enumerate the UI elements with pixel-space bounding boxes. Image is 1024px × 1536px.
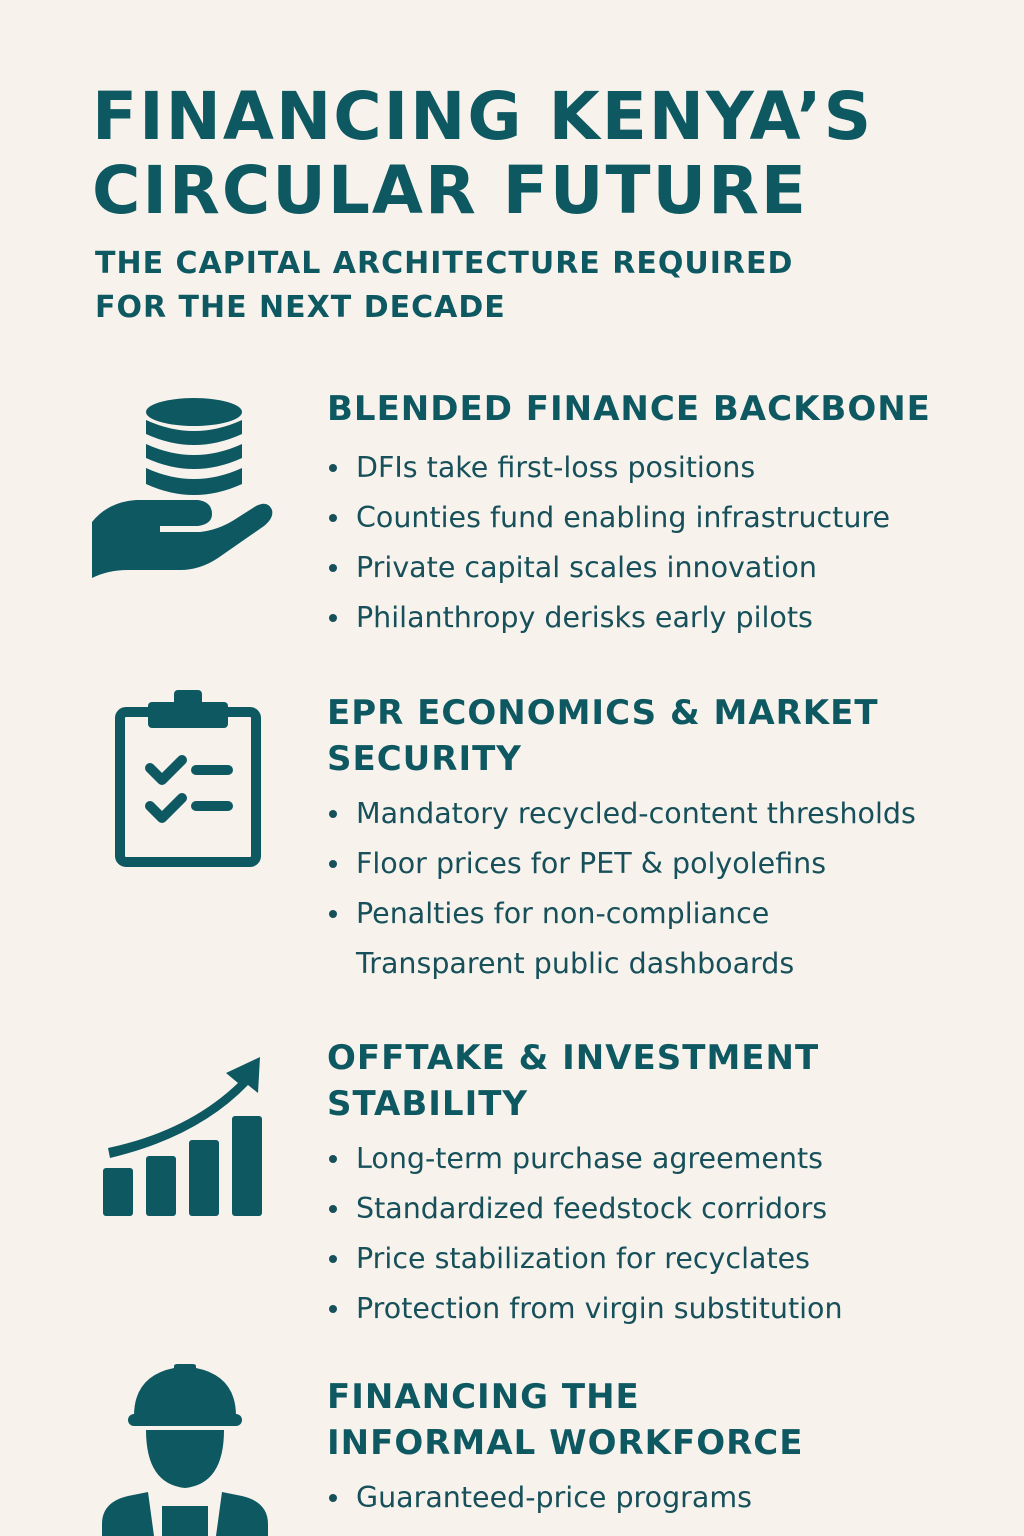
section-heading-line: SECURITY	[327, 739, 522, 779]
bullet-item	[327, 839, 987, 889]
bullet-item	[327, 543, 987, 593]
bullet-text: Protection from virgin substitution	[356, 1292, 843, 1325]
bullet-dot	[329, 810, 337, 818]
section-heading-line: EPR ECONOMICS & MARKET	[327, 693, 879, 733]
bullet-text: Mandatory recycled-content thresholds	[356, 797, 916, 830]
bullet-item	[327, 939, 987, 989]
bullet-text: Philanthropy derisks early pilots	[356, 601, 813, 634]
bullet-item	[327, 889, 987, 939]
bullet-dot	[329, 564, 337, 572]
bullet-list	[327, 1134, 987, 1334]
section-heading-line: BLENDED FINANCE BACKBONE	[327, 389, 931, 429]
bullet-item	[327, 789, 987, 839]
bullet-text: Counties fund enabling infrastructure	[356, 501, 891, 534]
section-heading-line: INFORMAL WORKFORCE	[327, 1423, 804, 1463]
bullet-text: Standardized feedstock corridors	[356, 1192, 828, 1225]
bullet-dot	[329, 1305, 337, 1313]
bullet-dot	[329, 464, 337, 472]
title-line-2: CIRCULAR FUTURE	[92, 152, 808, 229]
bullet-list	[327, 789, 987, 989]
title-line-1: FINANCING KENYA’S	[92, 78, 874, 155]
subtitle-line-2: FOR THE NEXT DECADE	[95, 290, 506, 325]
bullet-text: Price stabilization for recyclates	[356, 1242, 811, 1275]
section-heading-line: FINANCING THE	[327, 1377, 640, 1417]
bullet-text: Long-term purchase agreements	[356, 1142, 823, 1175]
bullet-item	[327, 1473, 987, 1523]
section-heading	[327, 386, 967, 432]
bullet-dot	[329, 614, 337, 622]
bullet-text: Penalties for non-compliance	[356, 897, 770, 930]
bullet-item	[327, 1184, 987, 1234]
hand-holding-coins-icon	[88, 390, 278, 590]
section-heading	[327, 690, 967, 782]
bullet-dot	[329, 514, 337, 522]
bullet-item	[327, 1234, 987, 1284]
growth-chart-arrow-icon	[88, 1053, 278, 1223]
section-heading	[327, 1374, 967, 1466]
bullet-dot	[329, 1205, 337, 1213]
bullet-text: Private capital scales innovation	[356, 551, 817, 584]
bullet-item	[327, 443, 987, 493]
subtitle-line-1: THE CAPITAL ARCHITECTURE REQUIRED	[95, 246, 794, 281]
bullet-text: DFIs take first-loss positions	[356, 451, 756, 484]
section-heading-line: STABILITY	[327, 1084, 529, 1124]
bullet-list	[327, 443, 987, 643]
section-heading-line: OFFTAKE & INVESTMENT	[327, 1038, 820, 1078]
bullet-list	[327, 1473, 987, 1523]
bullet-text: Floor prices for PET & polyolefins	[356, 847, 827, 880]
bullet-dot	[329, 1255, 337, 1263]
bullet-dot	[329, 860, 337, 868]
bullet-text: Guaranteed-price programs	[356, 1481, 752, 1514]
page-title	[92, 80, 972, 228]
bullet-item	[327, 593, 987, 643]
page-subtitle	[95, 242, 915, 330]
worker-hard-hat-icon	[88, 1364, 278, 1536]
bullet-text: Transparent public dashboards	[356, 947, 795, 980]
bullet-item	[327, 1134, 987, 1184]
bullet-dot	[329, 1494, 337, 1502]
bullet-item	[327, 1284, 987, 1334]
clipboard-checklist-icon	[88, 688, 278, 873]
section-heading	[327, 1035, 967, 1127]
bullet-dot	[329, 910, 337, 918]
bullet-item	[327, 493, 987, 543]
bullet-dot	[329, 1155, 337, 1163]
